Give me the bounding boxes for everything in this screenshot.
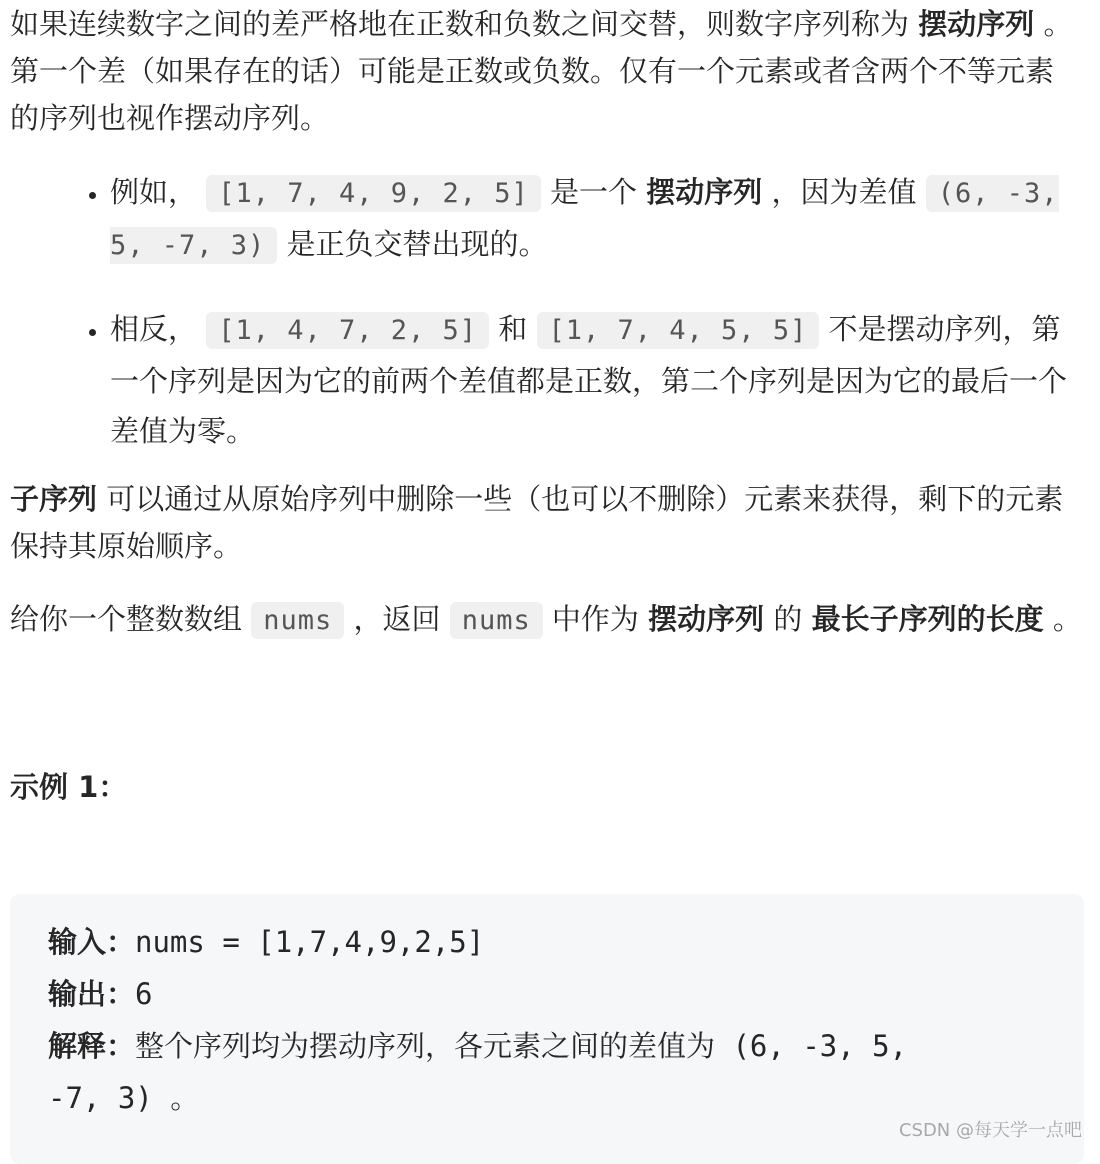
problem-description bbox=[10, 0, 1082, 811]
subsequence-paragraph bbox=[10, 476, 1082, 570]
list-item bbox=[110, 167, 1082, 271]
task-text: 给你一个整数数组 bbox=[10, 602, 252, 636]
intro-text-rest: 。第一个差（如果存在的话）可能是正数或负数。仅有一个元素或者含两个不等元素的序列也视作摆动序列。 bbox=[10, 7, 1073, 135]
term-wiggle-sequence: 摆动序列 bbox=[918, 7, 1035, 41]
csdn-watermark: CSDN @每天学一点吧 bbox=[898, 1120, 1082, 1141]
output-label: 输出： bbox=[48, 977, 136, 1011]
input-value: nums = [1,7,4,9,2,5] bbox=[135, 925, 485, 959]
list-text: ，因为差值 bbox=[762, 175, 926, 209]
example-output-row bbox=[48, 974, 152, 1014]
inline-code: [1, 7, 4, 5, 5] bbox=[537, 312, 820, 349]
output-value: 6 bbox=[135, 977, 153, 1011]
bold-term: 摆动序列 bbox=[648, 602, 765, 636]
intro-paragraph bbox=[10, 1, 1082, 142]
list-text: 相反， bbox=[110, 312, 207, 346]
task-text: ，返回 bbox=[344, 602, 450, 636]
inline-code: [1, 7, 4, 9, 2, 5] bbox=[206, 175, 541, 212]
input-label: 输入： bbox=[48, 925, 136, 959]
list-text: 不是摆动序列，第一个序列是因为它的前两个差值都是正数，第二个序列是因为它的最后一个差值为零。 bbox=[110, 312, 1068, 448]
inline-code: [1, 4, 7, 2, 5] bbox=[206, 312, 489, 349]
list-item bbox=[110, 304, 1082, 456]
explain-label: 解释： bbox=[48, 1029, 136, 1063]
example-input-row bbox=[48, 922, 484, 962]
task-text: 。 bbox=[1043, 602, 1082, 636]
bold-term: 摆动序列 bbox=[646, 175, 763, 209]
list-text: 是正负交替出现的。 bbox=[277, 227, 548, 261]
explain-text: 整个序列均为摆动序列，各元素之间的差值为 (6, -3, 5, bbox=[135, 1029, 908, 1063]
list-text: 和 bbox=[489, 312, 537, 346]
list-text: 是一个 bbox=[540, 175, 647, 209]
explain-text-continued: -7, 3) 。 bbox=[48, 1081, 200, 1115]
inline-code: nums bbox=[251, 602, 344, 639]
bold-term: 最长子序列的长度 bbox=[811, 602, 1044, 636]
inline-code: (6, -3, 5, -7, 3) bbox=[110, 175, 1059, 264]
list-text: 例如， bbox=[110, 175, 207, 209]
example-explain-row bbox=[48, 1026, 907, 1066]
task-text: 中作为 bbox=[542, 602, 649, 636]
example-title: 示例 1： bbox=[10, 770, 128, 804]
intro-text: 如果连续数字之间的差严格地在正数和负数之间交替，则数字序列称为 bbox=[10, 7, 919, 41]
examples-list bbox=[10, 167, 1082, 456]
subsequence-text: 可以通过从原始序列中删除一些（也可以不删除）元素来获得，剩下的元素保持其原始顺序。 bbox=[10, 482, 1064, 563]
term-subsequence: 子序列 bbox=[10, 482, 98, 516]
task-paragraph bbox=[10, 596, 1082, 644]
inline-code: nums bbox=[450, 602, 543, 639]
task-text: 的 bbox=[764, 602, 812, 636]
example-explain-row-2 bbox=[48, 1078, 199, 1118]
